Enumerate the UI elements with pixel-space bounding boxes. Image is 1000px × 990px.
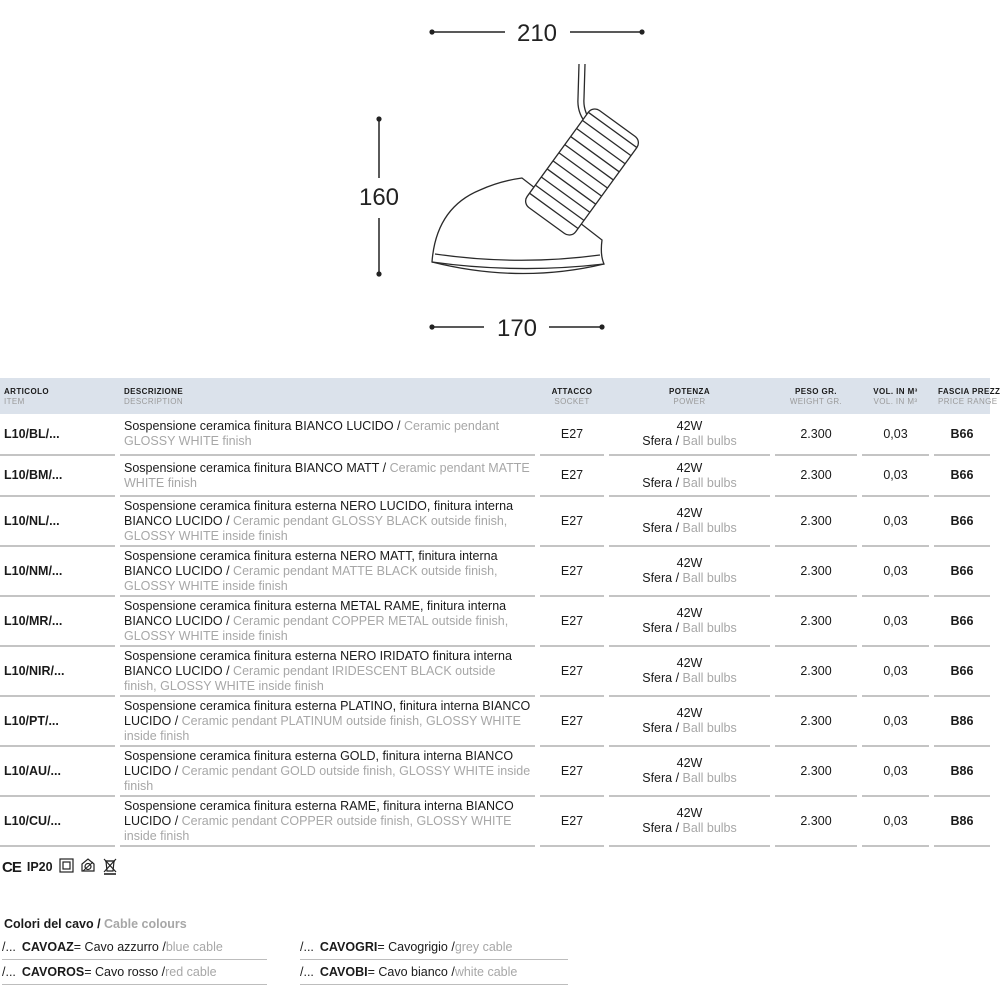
item-price-range: B86 xyxy=(934,696,990,746)
item-code: L10/NM/... xyxy=(0,546,115,596)
item-price-range: B66 xyxy=(934,546,990,596)
item-volume: 0,03 xyxy=(862,496,929,546)
item-description: Sospensione ceramica finitura esterna NERO LUCIDO, finitura interna BIANCO LUCIDO / Ceramic pendant GLOSSY BLACK outside finish, GLOSSY WHITE inside finish xyxy=(120,496,535,546)
item-volume: 0,03 xyxy=(862,796,929,846)
product-spec-table xyxy=(0,378,1000,847)
item-volume: 0,03 xyxy=(862,746,929,796)
item-description: Sospensione ceramica finitura esterna METAL RAME, finitura interna BIANCO LUCIDO / Ceramic pendant COPPER METAL outside finish, GLOSSY WHITE inside finish xyxy=(120,596,535,646)
header-socket: ATTACCO SOCKET xyxy=(540,378,604,414)
item-volume: 0,03 xyxy=(862,596,929,646)
item-power: 42W Sfera / Ball bulbs xyxy=(609,646,770,696)
item-description: Sospensione ceramica finitura esterna RAME, finitura interna BIANCO LUCIDO / Ceramic pendant COPPER outside finish, GLOSSY WHITE inside finish xyxy=(120,796,535,846)
item-price-range: B66 xyxy=(934,496,990,546)
item-weight: 2.300 xyxy=(775,414,857,455)
item-price-range: B86 xyxy=(934,796,990,846)
item-power: 42W Sfera / Ball bulbs xyxy=(609,455,770,496)
item-power: 42W Sfera / Ball bulbs xyxy=(609,696,770,746)
weee-bin-icon xyxy=(102,857,118,878)
header-price-range: FASCIA PREZZ PRICE RANGE xyxy=(934,378,990,414)
table-row xyxy=(0,496,990,546)
item-weight: 2.300 xyxy=(775,455,857,496)
cable-option-red: /... CAVOROS = Cavo rosso / red cable xyxy=(2,960,267,985)
item-description: Sospensione ceramica finitura esterna GOLD, finitura interna BIANCO LUCIDO / Ceramic pendant GOLD outside finish, GLOSSY WHITE inside finish xyxy=(120,746,535,796)
item-power: 42W Sfera / Ball bulbs xyxy=(609,596,770,646)
cable-colours-title: Colori del cavo / Cable colours xyxy=(4,917,187,931)
item-description: Sospensione ceramica finitura esterna PLATINO, finitura interna BIANCO LUCIDO / Ceramic pendant PLATINUM outside finish, GLOSSY WHITE inside finish xyxy=(120,696,535,746)
item-power: 42W Sfera / Ball bulbs xyxy=(609,414,770,455)
ip-rating: IP20 xyxy=(26,860,53,874)
dimension-base: 170 xyxy=(496,315,538,342)
item-price-range: B66 xyxy=(934,414,990,455)
item-description: Sospensione ceramica finitura BIANCO LUCIDO / Ceramic pendant GLOSSY WHITE finish xyxy=(120,414,535,455)
item-weight: 2.300 xyxy=(775,546,857,596)
item-power: 42W Sfera / Ball bulbs xyxy=(609,496,770,546)
no-thermal-insulation-icon xyxy=(80,858,96,876)
table-row xyxy=(0,455,990,496)
item-volume: 0,03 xyxy=(862,696,929,746)
item-weight: 2.300 xyxy=(775,746,857,796)
table-row xyxy=(0,546,990,596)
ce-mark: CE xyxy=(2,858,21,876)
item-socket: E27 xyxy=(540,455,604,496)
table-row xyxy=(0,746,990,796)
class-ii-icon xyxy=(59,858,74,876)
item-weight: 2.300 xyxy=(775,496,857,546)
header-description: DESCRIZIONE DESCRIPTION xyxy=(120,378,535,414)
lamp-outline-icon xyxy=(432,64,642,274)
item-code: L10/BM/... xyxy=(0,455,115,496)
item-power: 42W Sfera / Ball bulbs xyxy=(609,746,770,796)
item-price-range: B66 xyxy=(934,455,990,496)
item-socket: E27 xyxy=(540,414,604,455)
cable-option-white: /... CAVOBI = Cavo bianco / white cable xyxy=(300,960,568,985)
table-row xyxy=(0,796,990,846)
item-description: Sospensione ceramica finitura BIANCO MATT / Ceramic pendant MATTE WHITE finish xyxy=(120,455,535,496)
item-code: L10/NL/... xyxy=(0,496,115,546)
item-volume: 0,03 xyxy=(862,646,929,696)
item-volume: 0,03 xyxy=(862,455,929,496)
item-weight: 2.300 xyxy=(775,696,857,746)
item-weight: 2.300 xyxy=(775,796,857,846)
item-price-range: B66 xyxy=(934,646,990,696)
item-volume: 0,03 xyxy=(862,414,929,455)
item-description: Sospensione ceramica finitura esterna NERO MATT, finitura interna BIANCO LUCIDO / Ceramic pendant MATTE BLACK outside finish, GLOSSY WHITE inside finish xyxy=(120,546,535,596)
item-price-range: B86 xyxy=(934,746,990,796)
item-code: L10/PT/... xyxy=(0,696,115,746)
table-row xyxy=(0,696,990,746)
item-socket: E27 xyxy=(540,546,604,596)
item-socket: E27 xyxy=(540,746,604,796)
item-code: L10/NIR/... xyxy=(0,646,115,696)
header-weight: PESO GR. WEIGHT GR. xyxy=(775,378,857,414)
item-weight: 2.300 xyxy=(775,646,857,696)
item-socket: E27 xyxy=(540,646,604,696)
item-power: 42W Sfera / Ball bulbs xyxy=(609,796,770,846)
item-weight: 2.300 xyxy=(775,596,857,646)
header-volume: VOL. IN M³ VOL. IN M³ xyxy=(862,378,929,414)
table-row xyxy=(0,646,990,696)
cable-option-grey: /... CAVOGRI = Cavogrigio / grey cable xyxy=(300,935,568,960)
item-socket: E27 xyxy=(540,796,604,846)
lamp-technical-drawing xyxy=(0,0,990,360)
item-volume: 0,03 xyxy=(862,546,929,596)
table-header xyxy=(0,378,990,414)
item-socket: E27 xyxy=(540,596,604,646)
item-power: 42W Sfera / Ball bulbs xyxy=(609,546,770,596)
certification-marks xyxy=(2,856,118,878)
dimension-height: 160 xyxy=(358,184,400,211)
item-socket: E27 xyxy=(540,696,604,746)
header-power: POTENZA POWER xyxy=(609,378,770,414)
dimension-width: 210 xyxy=(516,20,558,47)
item-code: L10/MR/... xyxy=(0,596,115,646)
item-price-range: B66 xyxy=(934,596,990,646)
item-code: L10/CU/... xyxy=(0,796,115,846)
header-item: ARTICOLO ITEM xyxy=(0,378,115,414)
item-socket: E27 xyxy=(540,496,604,546)
cable-option-blue: /... CAVOAZ = Cavo azzurro / blue cable xyxy=(2,935,267,960)
table-row xyxy=(0,414,990,455)
table-row xyxy=(0,596,990,646)
item-code: L10/AU/... xyxy=(0,746,115,796)
item-description: Sospensione ceramica finitura esterna NERO IRIDATO finitura interna BIANCO LUCIDO / Ceramic pendant IRIDESCENT BLACK outside finish, GLOSSY WHITE inside finish xyxy=(120,646,535,696)
item-code: L10/BL/... xyxy=(0,414,115,455)
